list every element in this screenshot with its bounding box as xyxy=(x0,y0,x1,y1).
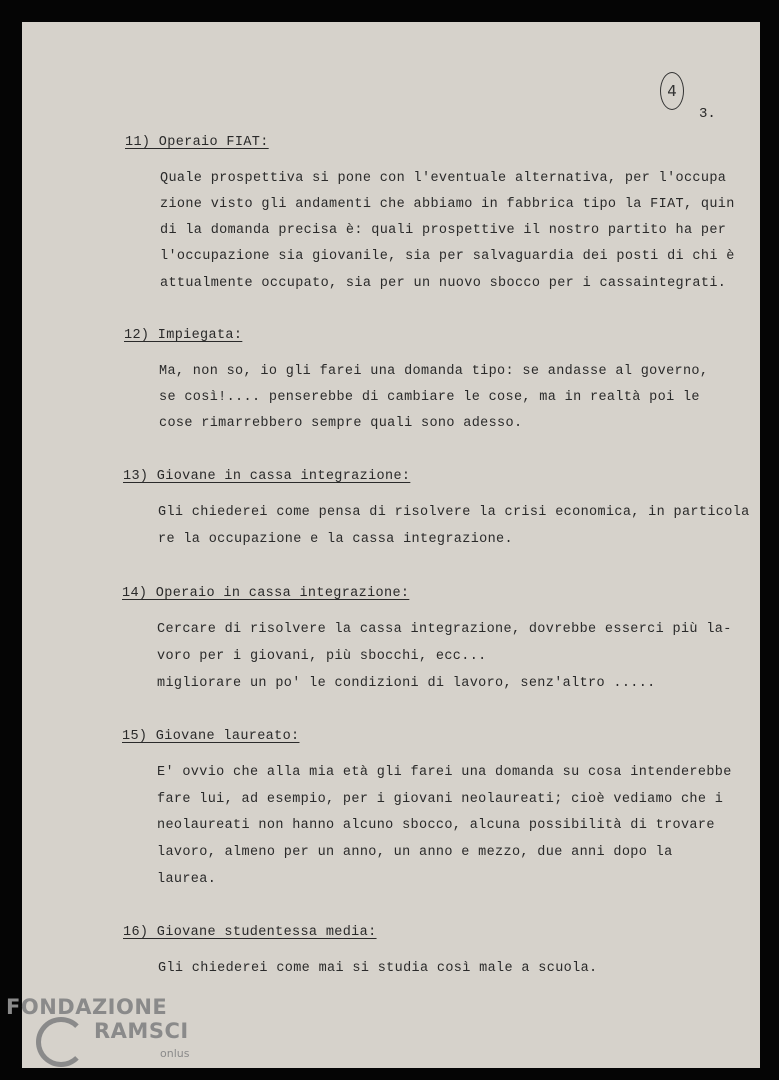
entry-12-line-3: cose rimarrebbero sempre quali sono adesso. xyxy=(159,416,523,431)
entry-14-line-3: migliorare un po' le condizioni di lavoro, senz'altro ..... xyxy=(157,676,656,691)
entry-15-line-1: E' ovvio che alla mia età gli farei una domanda su cosa intenderebbe xyxy=(157,765,732,780)
handwritten-page-mark: 4 xyxy=(660,72,684,110)
entry-11-line-1: Quale prospettiva si pone con l'eventuale alternativa, per l'occupa xyxy=(160,171,727,186)
entry-11-line-2: zione visto gli andamenti che abbiamo in fabbrica tipo la FIAT, quin xyxy=(160,197,735,212)
entry-15-line-3: neolaureati non hanno alcuno sbocco, alcuna possibilità di trovare xyxy=(157,818,715,833)
entry-11-line-5: attualmente occupato, sia per un nuovo sbocco per i cassaintegrati. xyxy=(160,276,727,291)
page-number: 3. xyxy=(699,106,716,122)
entry-12-line-1: Ma, non so, io gli farei una domanda tipo: se andasse al governo, xyxy=(159,364,709,379)
entry-16-line-1: Gli chiederei come mai si studia così male a scuola. xyxy=(158,961,598,976)
entry-15-line-4: lavoro, almeno per un anno, un anno e mezzo, due anni dopo la xyxy=(157,845,673,860)
entry-12-line-2: se così!.... penserebbe di cambiare le cose, ma in realtà poi le xyxy=(159,390,700,405)
entry-14-line-2: voro per i giovani, più sbocchi, ecc... xyxy=(157,649,487,664)
watermark-line-2: RAMSCI xyxy=(94,1019,189,1043)
entry-12-header: 12) Impiegata: xyxy=(124,328,243,343)
entry-13-line-2: re la occupazione e la cassa integrazione. xyxy=(158,532,513,547)
watermark-line-1: FONDAZIONE xyxy=(6,995,168,1019)
entry-14-header: 14) Operaio in cassa integrazione: xyxy=(122,586,410,601)
entry-15-line-2: fare lui, ad esempio, per i giovani neolaureati; cioè vediamo che i xyxy=(157,792,724,807)
entry-14-line-1: Cercare di risolvere la cassa integrazione, dovrebbe esserci più la- xyxy=(157,622,732,637)
entry-15-line-5: laurea. xyxy=(157,872,217,887)
entry-15-header: 15) Giovane laureato: xyxy=(122,729,300,744)
entry-11-line-3: di la domanda precisa è: quali prospettive il nostro partito ha per xyxy=(160,223,727,238)
entry-16-header: 16) Giovane studentessa media: xyxy=(123,925,377,940)
entry-13-header: 13) Giovane in cassa integrazione: xyxy=(123,469,411,484)
entry-11-line-4: l'occupazione sia giovanile, sia per salvaguardia dei posti di chi è xyxy=(160,249,735,264)
gramsci-logo-icon xyxy=(36,1017,86,1067)
entry-13-line-1: Gli chiederei come pensa di risolvere la crisi economica, in particola xyxy=(158,505,750,520)
entry-11-header: 11) Operaio FIAT: xyxy=(125,135,269,150)
watermark-line-3: onlus xyxy=(160,1047,190,1060)
